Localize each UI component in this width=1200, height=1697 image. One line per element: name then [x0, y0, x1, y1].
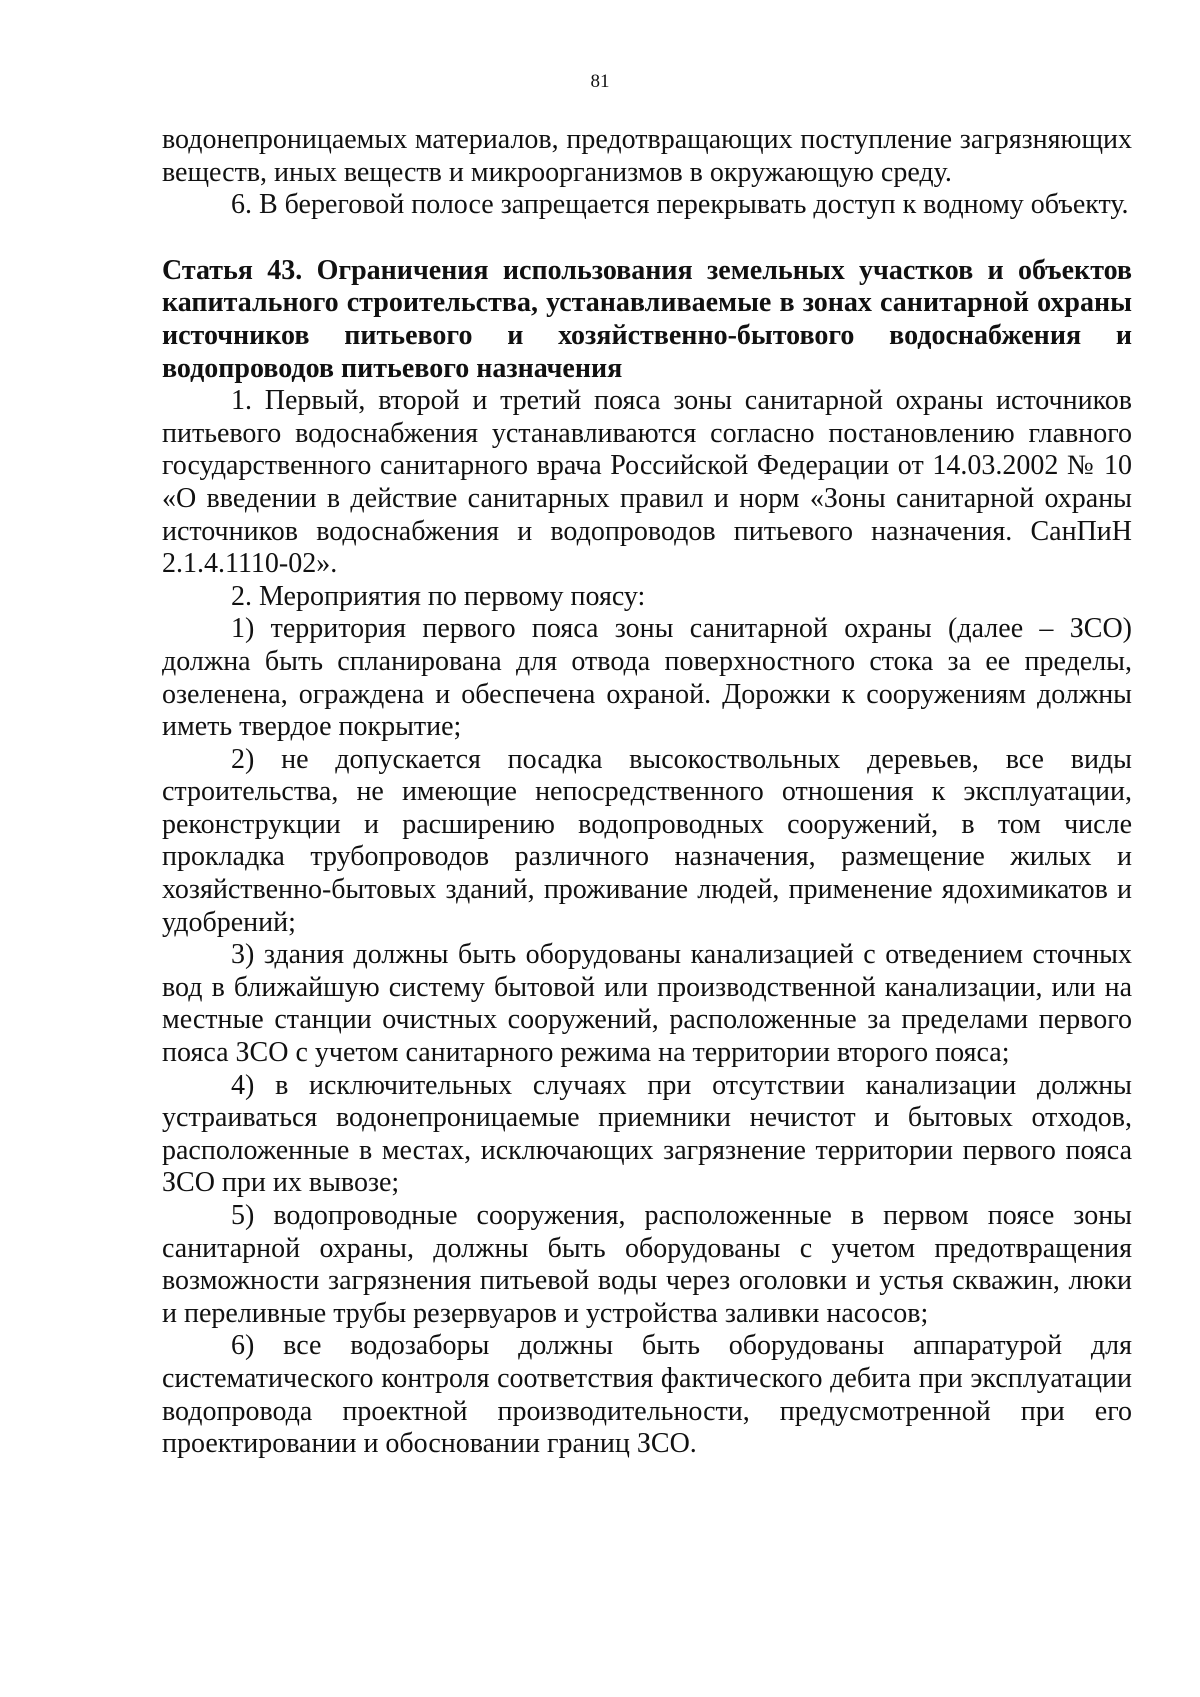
intro-paragraph: водонепроницаемых материалов, предотвращающих поступление загрязняющих веществ, иных веществ и микроорганизмов в окружающую среду. — [162, 124, 1132, 188]
coastal-strip-paragraph: 6. В береговой полосе запрещается перекрывать доступ к водному объекту. — [231, 189, 1129, 221]
list-item: 6) все водозаборы должны быть оборудованы аппаратурой для систематического контроля соответствия фактического дебита при эксплуатации водопровода проектной производительности, предусмотренной при его проектировании и обосновании границ ЗСО. — [162, 1330, 1132, 1460]
list-item: 5) водопроводные сооружения, расположенные в первом поясе зоны санитарной охраны, должны быть оборудованы с учетом предотвращения возможности загрязнения питьевой воды через оголовки и устья скважин, люки и переливные трубы резервуаров и устройства заливки насосов; — [162, 1200, 1132, 1329]
list-item: 4) в исключительных случаях при отсутствии канализации должны устраиваться водонепроницаемые приемники нечистот и бытовых отходов, расположенные в местах, исключающих загрязнение территории первого пояса ЗСО при их вывозе; — [162, 1069, 1132, 1199]
document-body — [162, 124, 1132, 1461]
list-item: 3) здания должны быть оборудованы канализацией с отведением сточных вод в ближайшую систему бытовой или производственной канализации, или на местные станции очистных сооружений, расположенные за пределами первого пояса ЗСО с учетом санитарного режима на территории второго пояса; — [162, 939, 1132, 1069]
paragraph-1: 1. Первый, второй и третий пояса зоны санитарной охраны источников питьевого водоснабжения устанавливаются согласно постановлению главного государственного санитарного врача Российской Федерации от 14.03.2002 № 10 «О введении в действие санитарных правил и норм «Зоны санитарной охраны источников водоснабжения и водопроводов питьевого назначения. СанПиН 2.1.4.1110-02». — [162, 385, 1132, 580]
list-item: 2) не допускается посадка высокоствольных деревьев, все виды строительства, не имеющие непосредственного отношения к эксплуатации, реконструкции и расширению водопроводных сооружений, в том числе прокладка трубопроводов различного назначения, размещение жилых и хозяйственно-бытовых зданий, проживание людей, применение ядохимикатов и удобрений; — [162, 743, 1132, 938]
paragraph-2: 2. Мероприятия по первому поясу: — [231, 580, 646, 612]
list-item: 1) территория первого пояса зоны санитарной охраны (далее – ЗСО) должна быть спланирована для отвода поверхностного стока за ее пределы, озеленена, ограждена и обеспечена охраной. Дорожки к сооружениям должны иметь твердое покрытие; — [162, 613, 1132, 743]
page-number: 81 — [590, 71, 610, 92]
article-heading: Статья 43. Ограничения использования земельных участков и объектов капитального строительства, устанавливаемые в зонах санитарной охраны источников питьевого и хозяйственно-бытового водоснабжения и водопроводов питьевого назначения — [162, 254, 1132, 384]
